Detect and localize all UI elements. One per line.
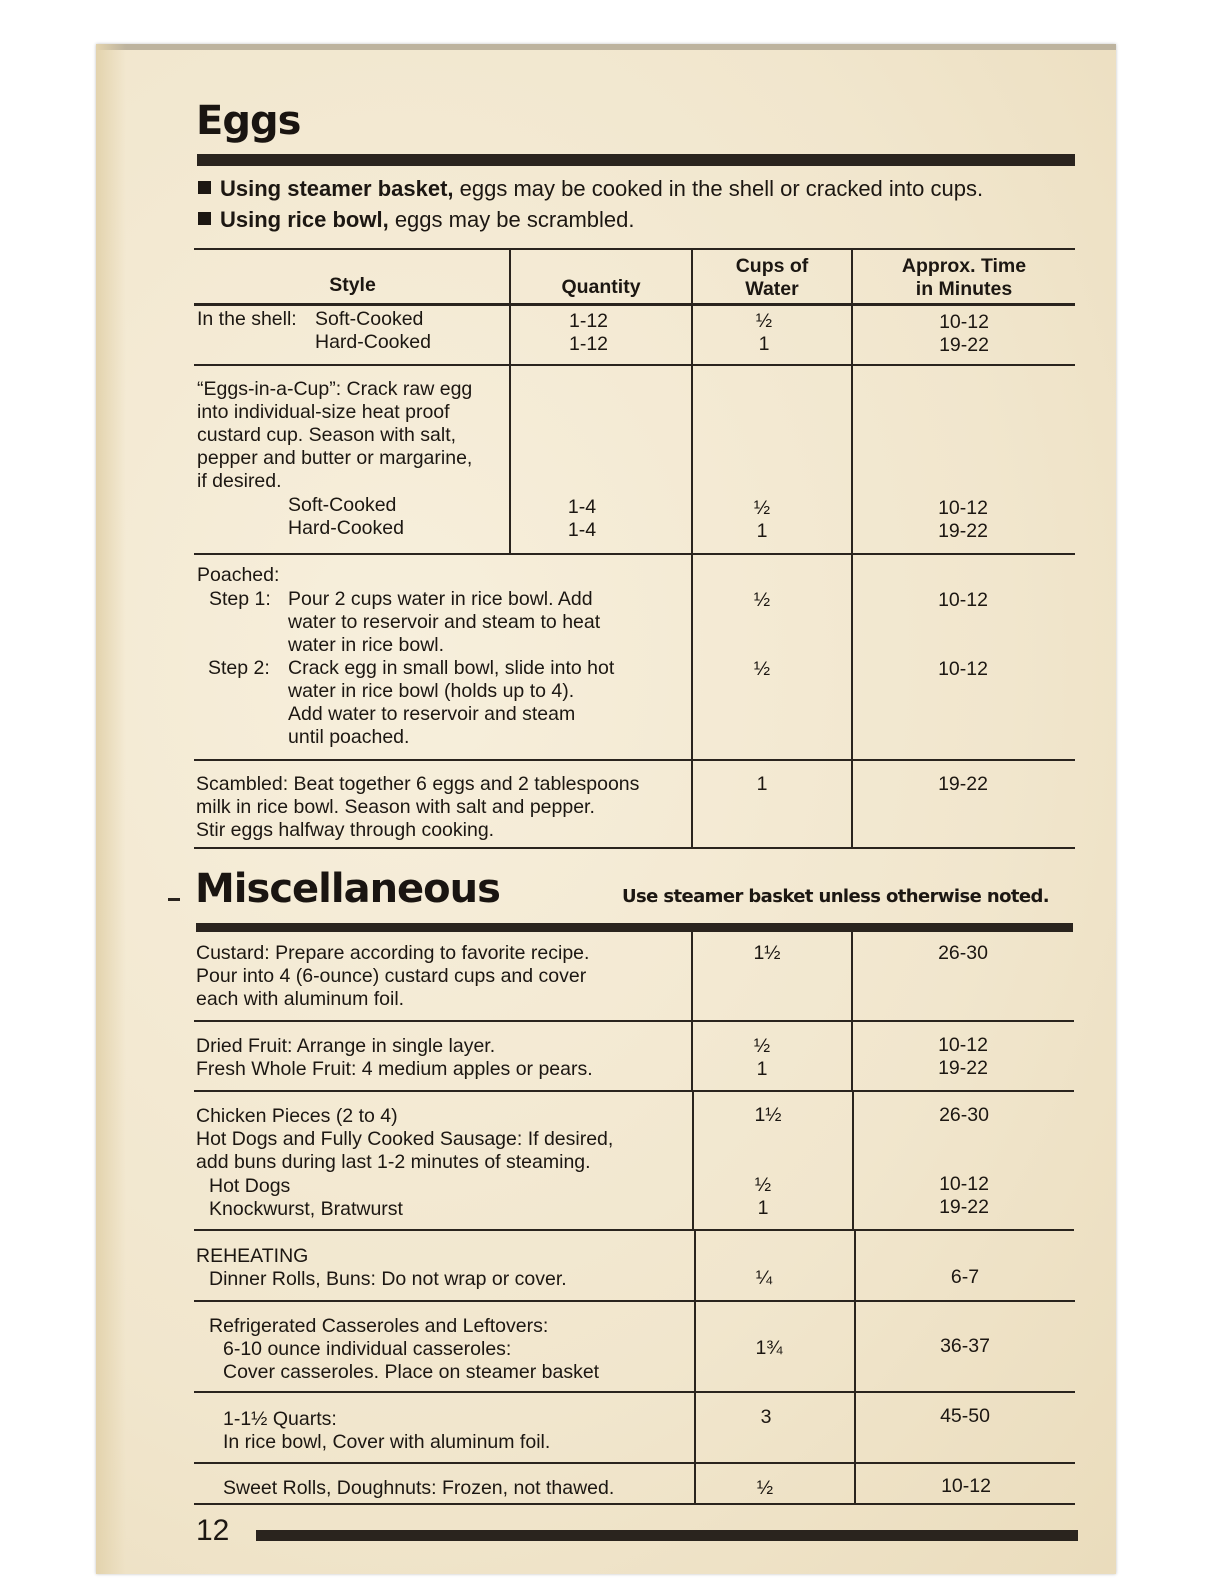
page-number: 12 [196,1514,230,1547]
cup-time-soft: 10-12 [938,497,988,519]
eggs-title: Eggs [196,98,301,144]
header-bottom-rule [194,303,1075,306]
row-rule [194,1229,1074,1231]
casseroles-line: Refrigerated Casseroles and Leftovers: [209,1315,549,1337]
meat-water-knock: 1 [757,1197,769,1219]
page-top-edge [96,44,1116,50]
page-left-shadow [96,44,126,1574]
bullet-rice-bowl [198,207,634,233]
custard-line: each with aluminum foil. [196,988,405,1010]
cup-line: into individual-size heat proof [197,401,450,423]
eggs-title-bar [197,154,1075,166]
poached-step2-line: until poached. [288,726,410,748]
poached-time-2: 10-12 [938,658,988,680]
quarts-water: 3 [760,1406,772,1428]
cup-soft: Soft-Cooked [288,494,397,516]
meat-buns-note: add buns during last 1-2 minutes of steaming. [196,1151,591,1173]
poached-step1-line: water in rice bowl. [288,634,445,656]
cup-line: pepper and butter or margarine, [197,447,473,469]
sweet-water: ½ [756,1477,774,1499]
shell-water-soft: ½ [755,310,773,332]
reheat-water: ¼ [755,1267,773,1289]
poached-water-1: ½ [753,589,771,611]
header-quantity: Quantity [561,276,641,298]
header-water-2: Water [745,278,799,300]
misc-note: Use steamer basket unless otherwise noted. [622,886,1049,907]
misc-title: Miscellaneous [195,866,500,912]
row-rule [194,759,1075,761]
bullet-bold: Using steamer basket, [220,176,454,201]
row-rule [194,1090,1074,1092]
fruit-water-2: 1 [756,1058,768,1080]
cup-line: “Eggs-in-a-Cup”: Crack raw egg [197,378,473,400]
bullet-bold: Using rice bowl, [220,207,389,232]
row-rule [194,553,1075,555]
cup-water-hard: 1 [756,520,768,542]
scrambled-line: milk in rice bowl. Season with salt and pepper. [196,796,595,818]
poached-step1-label: Step 1: [209,588,271,610]
margin-dash [168,898,180,901]
header-water-1: Cups of [735,255,809,277]
casseroles-water: 1¾ [755,1337,783,1359]
poached-step1-line: Pour 2 cups water in rice bowl. Add [288,588,593,610]
cup-qty-hard: 1-4 [567,519,597,541]
meat-knockwurst: Knockwurst, Bratwurst [209,1198,403,1220]
fruit-dried: Dried Fruit: Arrange in single layer. [196,1035,496,1057]
meat-time-knock: 19-22 [939,1196,989,1218]
scrambled-line: Scambled: Beat together 6 eggs and 2 tablespoons [196,773,640,795]
bullet-square-icon [198,212,211,225]
scrambled-time: 19-22 [938,773,988,795]
custard-water: 1½ [753,942,781,964]
shell-qty-hard: 1-12 [568,333,609,355]
shell-time-hard: 19-22 [939,334,989,356]
bullet-steamer-basket [198,176,983,202]
poached-step2-line: Crack egg in small bowl, slide into hot [288,657,615,679]
bullet-text: eggs may be cooked in the shell or cracked into cups. [453,176,984,201]
footer-bar [256,1530,1078,1541]
cup-hard: Hard-Cooked [288,517,404,539]
casseroles-line: 6-10 ounce individual casseroles: [223,1338,512,1360]
cup-water-soft: ½ [753,497,771,519]
custard-line: Custard: Prepare according to favorite recipe. [196,942,590,964]
poached-step2-line: water in rice bowl (holds up to 4). [288,680,575,702]
row-rule [194,1503,1075,1505]
table-top-rule [194,248,1075,250]
row-rule [194,364,1075,366]
header-time-1: Approx. Time [901,255,1027,277]
fruit-water-1: ½ [753,1035,771,1057]
quarts-time: 45-50 [940,1405,990,1427]
shell-soft: Soft-Cooked [315,308,424,330]
reheat-time: 6-7 [950,1266,980,1288]
shell-time-soft: 10-12 [939,311,989,333]
bullet-text: eggs may be scrambled. [388,207,635,232]
poached-step2-label: Step 2: [208,657,270,679]
sweet-time: 10-12 [941,1475,991,1497]
reheat-rolls: Dinner Rolls, Buns: Do not wrap or cover. [209,1268,567,1290]
quarts-note: In rice bowl, Cover with aluminum foil. [223,1431,551,1453]
meat-hotdogs-sausage: Hot Dogs and Fully Cooked Sausage: If desired, [196,1128,614,1150]
sweet-rolls: Sweet Rolls, Doughnuts: Frozen, not thawed. [223,1477,615,1499]
fruit-fresh: Fresh Whole Fruit: 4 medium apples or pears. [196,1058,593,1080]
casseroles-time: 36-37 [940,1335,990,1357]
shell-qty-soft: 1-12 [568,310,609,332]
meat-time-hotdogs: 10-12 [939,1173,989,1195]
shell-water-hard: 1 [758,333,770,355]
quarts-label: 1-1½ Quarts: [223,1408,337,1430]
reheat-label: REHEATING [196,1245,309,1267]
poached-time-1: 10-12 [938,589,988,611]
shell-label: In the shell: [197,308,297,330]
meat-time-chicken: 26-30 [939,1104,989,1126]
shell-hard: Hard-Cooked [315,331,431,353]
cup-line: custard cup. Season with salt, [197,424,457,446]
custard-time: 26-30 [938,942,988,964]
poached-step1-line: water to reservoir and steam to heat [288,611,601,633]
meat-water-chicken: 1½ [754,1104,782,1126]
cup-qty-soft: 1-4 [567,496,597,518]
meat-water-hotdogs: ½ [754,1174,772,1196]
poached-label: Poached: [197,564,280,586]
bullet-square-icon [198,181,211,194]
scrambled-line: Stir eggs halfway through cooking. [196,819,495,841]
cup-line: if desired. [197,470,282,492]
row-rule [194,1462,1075,1464]
fruit-time-1: 10-12 [938,1034,988,1056]
row-rule [194,847,1075,849]
row-rule [194,1391,1075,1393]
header-style: Style [329,274,376,296]
custard-line: Pour into 4 (6-ounce) custard cups and cover [196,965,587,987]
cup-time-hard: 19-22 [938,520,988,542]
casseroles-line: Cover casseroles. Place on steamer basket [223,1361,600,1383]
meat-chicken: Chicken Pieces (2 to 4) [196,1105,398,1127]
header-time-2: in Minutes [915,278,1013,300]
row-rule [194,1300,1075,1302]
poached-water-2: ½ [753,658,771,680]
fruit-time-2: 19-22 [938,1057,988,1079]
scrambled-water: 1 [756,773,768,795]
meat-hotdogs: Hot Dogs [209,1175,291,1197]
poached-step2-line: Add water to reservoir and steam [288,703,576,725]
misc-title-bar [196,923,1073,932]
row-rule [194,1020,1074,1022]
